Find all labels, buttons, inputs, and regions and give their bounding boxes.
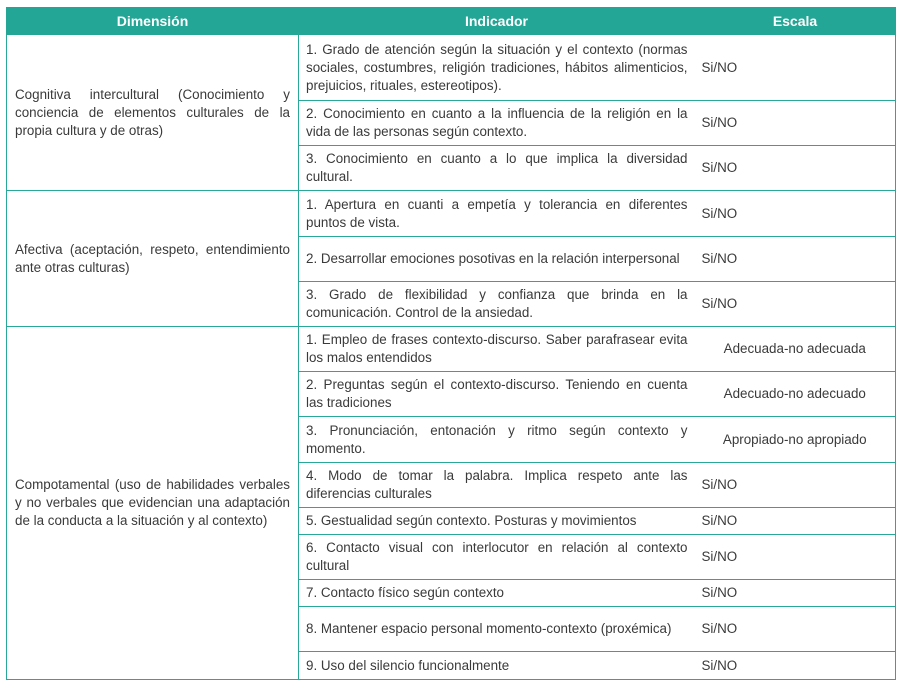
header-indicator: Indicador bbox=[299, 7, 695, 35]
header-dimension: Dimensión bbox=[7, 7, 299, 35]
indicator-cell: 2. Preguntas según el contexto-discurso. Teniendo en cuenta las tradiciones bbox=[299, 371, 695, 416]
indicator-cell: 4. Modo de tomar la palabra. Implica respeto ante las diferencias culturales bbox=[299, 462, 695, 507]
indicator-cell: 1. Empleo de frases contexto-discurso. Saber parafrasear evita los malos entendidos bbox=[299, 326, 695, 371]
indicator-cell: 5. Gestualidad según contexto. Posturas y movimientos bbox=[299, 507, 695, 534]
table-row bbox=[7, 190, 896, 236]
scale-cell: Adecuado-no adecuado bbox=[695, 371, 896, 416]
scale-cell: Si/NO bbox=[695, 507, 896, 534]
indicator-cell: 2. Desarrollar emociones posotivas en la relación interpersonal bbox=[299, 236, 695, 281]
evaluation-table bbox=[6, 7, 896, 680]
table-body bbox=[7, 35, 896, 679]
indicator-cell: 3. Grado de flexibilidad y confianza que brinda en la comunicación. Control de la ansiedad. bbox=[299, 281, 695, 326]
scale-cell: Si/NO bbox=[695, 35, 896, 100]
evaluation-table-container bbox=[6, 7, 895, 680]
table-row bbox=[7, 326, 896, 371]
dimension-compotamental: Compotamental (uso de habilidades verbales y no verbales que evidencian una adaptación de la conducta a la situación y al contexto) bbox=[7, 326, 299, 679]
scale-cell: Si/NO bbox=[695, 236, 896, 281]
dimension-cognitiva: Cognitiva intercultural (Conocimiento y conciencia de elementos culturales de la propia cultura y de otras) bbox=[7, 35, 299, 190]
header-row bbox=[7, 7, 896, 35]
scale-cell: Si/NO bbox=[695, 606, 896, 651]
scale-cell: Si/NO bbox=[695, 534, 896, 579]
header-scale: Escala bbox=[695, 7, 896, 35]
scale-cell: Si/NO bbox=[695, 100, 896, 145]
table-row bbox=[7, 35, 896, 100]
scale-cell: Si/NO bbox=[695, 281, 896, 326]
indicator-cell: 1. Apertura en cuanti a empetía y tolerancia en diferentes puntos de vista. bbox=[299, 190, 695, 236]
indicator-cell: 2. Conocimiento en cuanto a la influencia de la religión en la vida de las personas según contexto. bbox=[299, 100, 695, 145]
indicator-cell: 6. Contacto visual con interlocutor en relación al contexto cultural bbox=[299, 534, 695, 579]
scale-cell: Si/NO bbox=[695, 579, 896, 606]
table-header bbox=[7, 7, 896, 35]
dimension-afectiva: Afectiva (aceptación, respeto, entendimiento ante otras culturas) bbox=[7, 190, 299, 326]
indicator-cell: 9. Uso del silencio funcionalmente bbox=[299, 651, 695, 679]
scale-cell: Si/NO bbox=[695, 462, 896, 507]
scale-cell: Adecuada-no adecuada bbox=[695, 326, 896, 371]
indicator-cell: 3. Pronunciación, entonación y ritmo según contexto y momento. bbox=[299, 416, 695, 462]
indicator-cell: 8. Mantener espacio personal momento-contexto (proxémica) bbox=[299, 606, 695, 651]
scale-cell: Si/NO bbox=[695, 145, 896, 190]
scale-cell: Si/NO bbox=[695, 190, 896, 236]
indicator-cell: 1. Grado de atención según la situación y el contexto (normas sociales, costumbres, religión tradiciones, hábitos alimenticios, prejuicios, rituales, estereotipos). bbox=[299, 35, 695, 100]
scale-cell: Si/NO bbox=[695, 651, 896, 679]
indicator-cell: 3. Conocimiento en cuanto a lo que implica la diversidad cultural. bbox=[299, 145, 695, 190]
indicator-cell: 7. Contacto físico según contexto bbox=[299, 579, 695, 606]
scale-cell: Apropiado-no apropiado bbox=[695, 416, 896, 462]
